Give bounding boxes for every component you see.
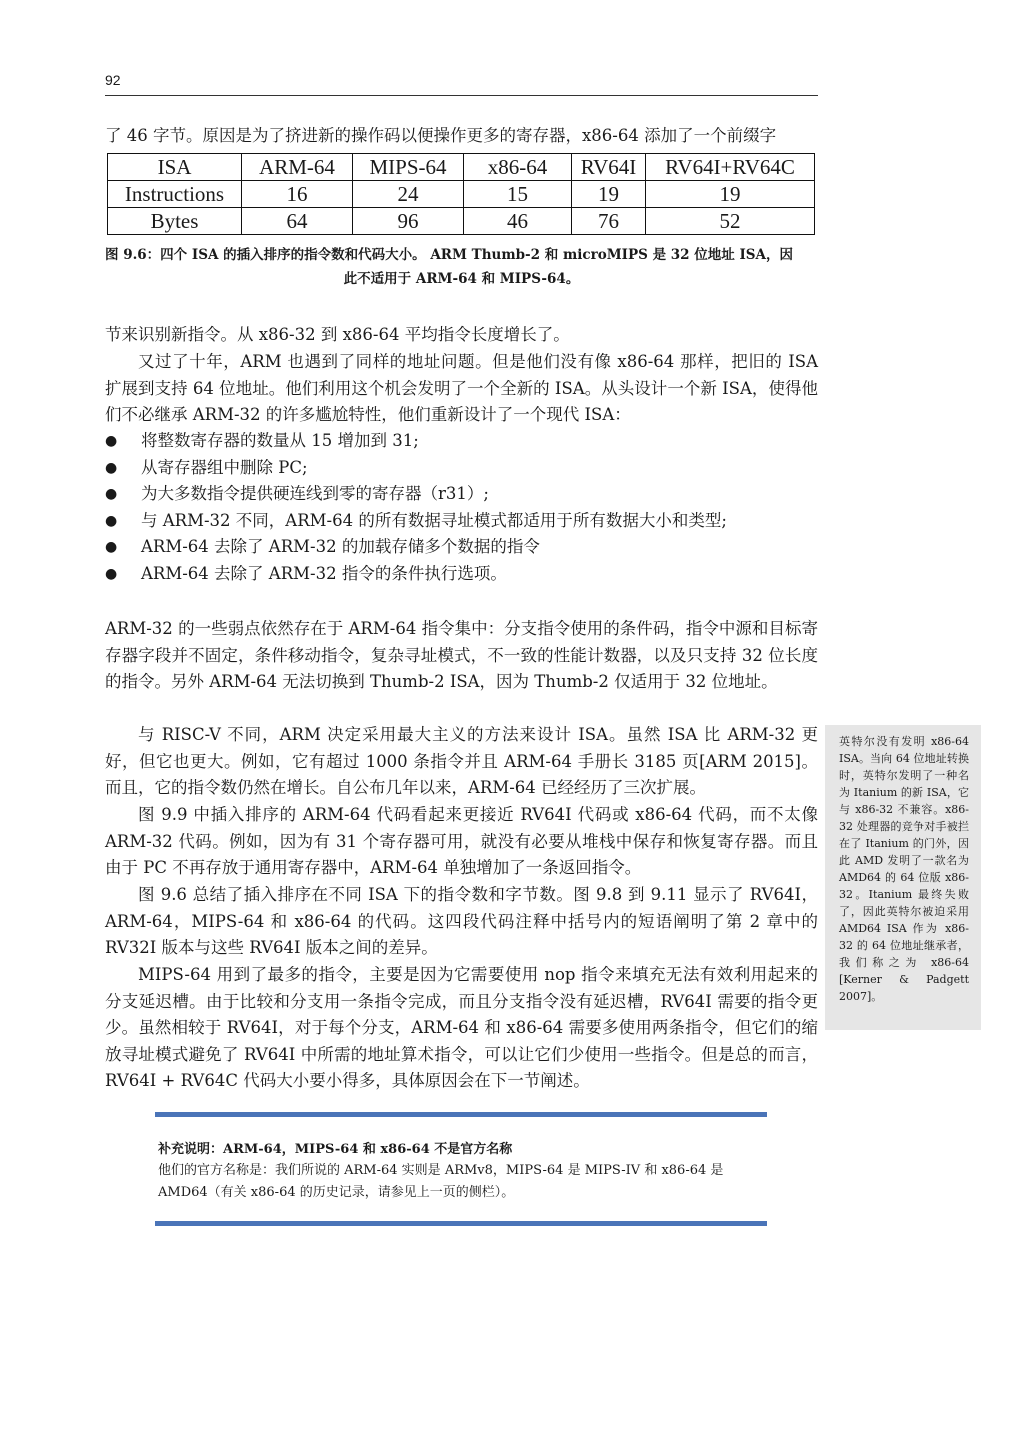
paragraph-7: MIPS-64 用到了最多的指令，主要是因为它需要使用 nop 指令来填充无法有效利用起来的分支延迟槽。由于比较和分支用一条指令完成，而且分支指令没有延迟槽，RV64I 需要的指令更少。虽然相较于 RV64I，对于每个分支，ARM-64 和 x86-64 需要多使用两条指令，但它们的缩放寻址模式避免了 RV64I 中所需的地址算术指令，可以让它们少使用一些指令。但是总的而言，RV64I + RV64C 代码大小要小得多，具体原因会在下一节阐述。 [105,965,818,1090]
table-header-row [108,154,815,181]
list-item: ● 为大多数指令提供硬连线到零的寄存器（r31）; [105,481,818,508]
table-cell: 64 [242,208,353,235]
page-number: 92 [105,72,121,88]
note-title: 补充说明：ARM-64，MIPS-64 和 x86-64 不是官方名称 [158,1142,513,1157]
table-row [108,181,815,208]
note-top-rule [155,1112,767,1117]
paragraph-1: 节来识别新指令。从 x86-32 到 x86-64 平均指令长度增长了。 [105,325,570,344]
paragraph-2: 又过了十年，ARM 也遇到了同样的地址问题。但是他们没有像 x86-64 那样，把旧的 ISA 扩展到支持 64 位地址。他们利用这个机会发明了一个全新的 ISA。从头设计一个新 ISA，使得他们不必继承 ARM-32 的许多尴尬特性，他们重新设计了一个现代 ISA： [105,352,818,424]
list-item: ● ARM-64 去除了 ARM-32 的加载存储多个数据的指令 [105,534,818,561]
note-body: 他们的官方名称是：我们所说的 ARM-64 实则是 ARMv8，MIPS-64 是 MIPS-IV 和 x86-64 是 AMD64（有关 x86-64 的历史记录，请参见上一页的侧栏）。 [158,1163,724,1200]
figure-caption-line-2: 此不适用于 ARM-64 和 MIPS-64。 [343,271,580,287]
paragraph-3: ARM-32 的一些弱点依然存在于 ARM-64 指令集中：分支指令使用的条件码，指令中源和目标寄存器字段并不固定，条件移动指令，复杂寻址模式，不一致的性能计数器，以及只支持 32 位长度的指令。另外 ARM-64 无法切换到 Thumb-2 ISA，因为 Thumb-2 仅适用于 32 位地址。 [105,619,818,691]
list-item: ● ARM-64 去除了 ARM-32 指令的条件执行选项。 [105,561,818,588]
table-cell: 52 [646,208,815,235]
paragraph-4: 与 RISC-V 不同，ARM 决定采用最大主义的方法来设计 ISA。虽然 ISA 比 ARM-32 更好，但它也更大。例如，它有超过 1000 条指令并且 ARM-64 手册长 3185 页[ARM 2015]。而且，它的指令数仍然在增长。自公布几年以来，ARM-64 已经经历了三次扩展。 [105,725,818,797]
margin-sidebar [825,725,981,1030]
table-cell: Instructions [108,181,242,208]
table-cell: 96 [353,208,464,235]
table-cell: 19 [572,181,646,208]
paragraph-5: 图 9.9 中插入排序的 ARM-64 代码看起来更接近 RV64I 代码或 x86-64 代码，而不太像 ARM-32 代码。例如，因为有 31 个寄存器可用，就没有必要从堆栈中保存和恢复寄存器。而且由于 PC 不再存放于通用寄存器中，ARM-64 单独增加了一条返回指令。 [105,805,818,877]
table-header-cell: MIPS-64 [353,154,464,181]
list-item: ● 将整数寄存器的数量从 15 增加到 31; [105,428,818,455]
figure-caption-line-1: 图 9.6：四个 ISA 的插入排序的指令数和代码大小。 ARM Thumb-2 和 microMIPS 是 32 位地址 ISA，因 [105,247,793,263]
table-header-cell: x86-64 [464,154,572,181]
header-rule [105,95,818,96]
table-header-cell: ARM-64 [242,154,353,181]
list-item: ● 与 ARM-32 不同，ARM-64 的所有数据寻址模式都适用于所有数据大小和类型; [105,508,818,535]
list-item: ● 从寄存器组中删除 PC; [105,455,818,482]
table-cell: 16 [242,181,353,208]
table-cell: 76 [572,208,646,235]
table-cell: Bytes [108,208,242,235]
feature-list [105,428,818,588]
table-cell: 24 [353,181,464,208]
sidebar-text: 英特尔没有发明 x86-64 ISA。当向 64 位地址转换时，英特尔发明了一种名为 Itanium 的新 ISA，它与 x86-32 不兼容。x86-32 处理器的竞争对手被拦在了 Itanium 的门外，因此 AMD 发明了一款名为 AMD64 的 64 位版 x86-32。Itanium 最终失败了，因此英特尔被迫采用 AMD64 ISA 作为 x86-32 的 64 位地址继承者，我们称之为 x86-64 [Kerner & Padgett 2007]。 [839,735,969,1003]
table-row [108,208,815,235]
table-cell: 19 [646,181,815,208]
figure-caption [105,243,818,291]
table-header-cell: RV64I [572,154,646,181]
paragraph-6: 图 9.6 总结了插入排序在不同 ISA 下的指令数和字节数。图 9.8 到 9.11 显示了 RV64I，ARM-64，MIPS-64 和 x86-64 的代码。这四段代码注释中括号内的短语阐明了第 2 章中的 RV32I 版本与这些 RV64I 版本之间的差异。 [105,885,818,957]
isa-comparison-table [107,153,815,235]
table-cell: 46 [464,208,572,235]
table-header-cell: RV64I+RV64C [646,154,815,181]
table-header-cell: ISA [108,154,242,181]
note-bottom-rule [155,1221,767,1226]
intro-line: 了 46 字节。原因是为了挤进新的操作码以便操作更多的寄存器，x86-64 添加了一个前缀字 [105,126,777,145]
table-cell: 15 [464,181,572,208]
